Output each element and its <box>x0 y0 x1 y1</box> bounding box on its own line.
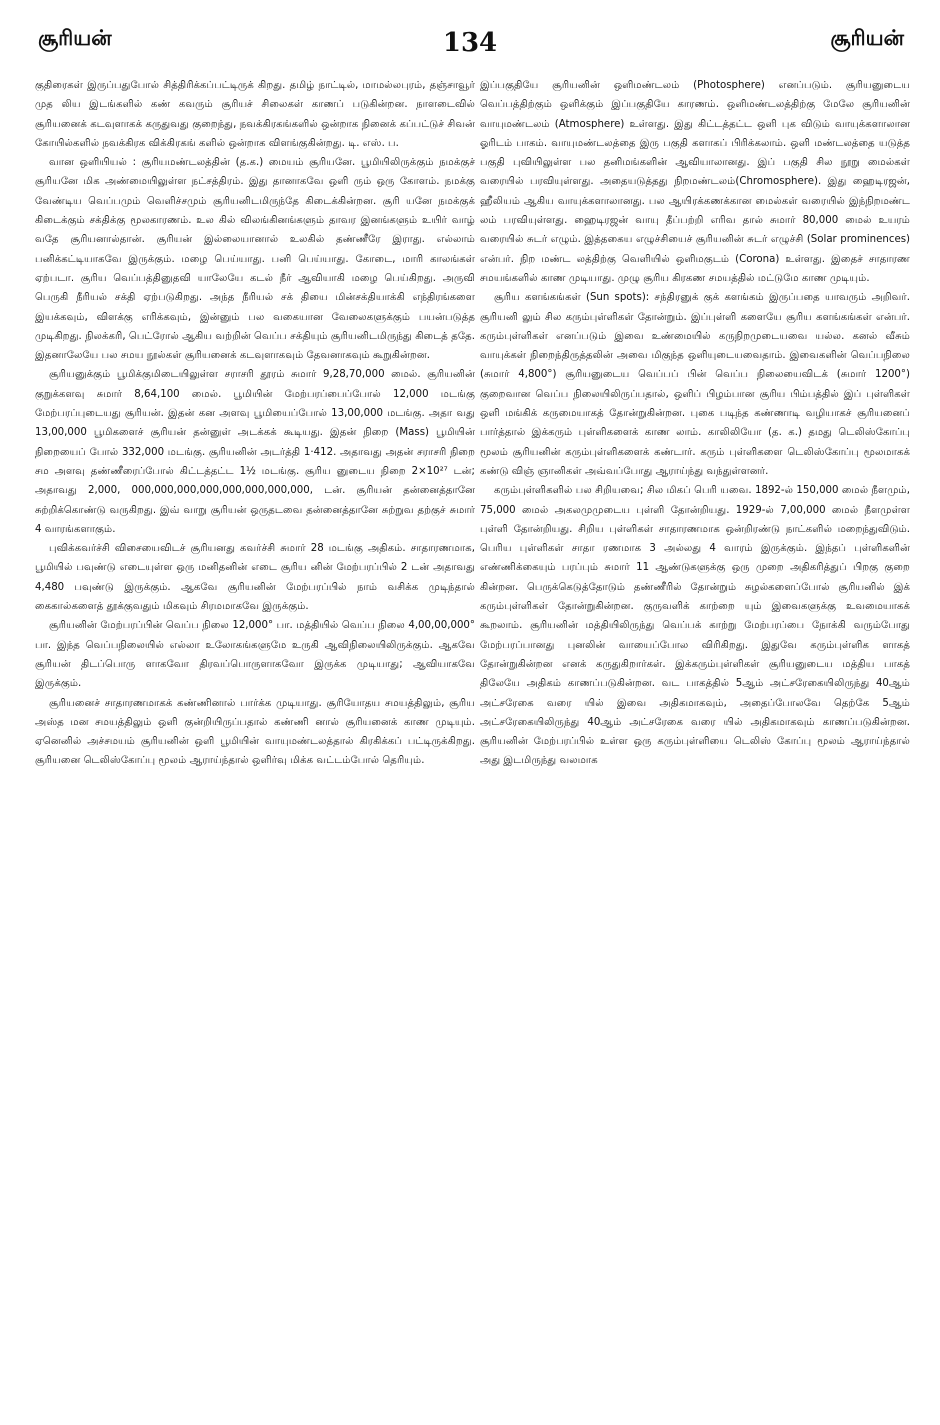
paragraph: இப்பகுதியே சூரியனின் ஒளிமண்டலம் (Photosphere) எனப்படும். சூரியனுடைய வெப்பத்திற்கும் ஒளிக்கும் இப்பகுதியே காரணம். ஒளிமண்டலத்திற்கு மேலே சூரியனின் வாயுமண்டலம் (Atmosphere) உள்ளது. இது கிட்டத்தட்ட ஒளி புக விடும் வாயுக்களாலான ஓரிடம் பாகம். வாயுமண்டலத்தை இரு பகுதி களாகப் பிரிக்கலாம். ஒளி மண்டலத்தை யடுத்த பகுதி புவியிலுள்ள பல தனிமங்களின் ஆவியாலானது. இப் பகுதி சில நூறு மைல்கள் வரையில் பரவியுள்ளது. அதையடுத்தது நிறமண்டலம்(Chromosphere). இது ஹைடிரஜன், ஹீலியம் ஆகிய வாயுக்களாலானது. பல ஆயிரக்கணக்கான மைல்கள் வரையில் இந்நிறமண்ட லம் பரவியுள்ளது. ஹைடிரஜன் வாயு தீப்பற்றி எரிவ தால் சுமார் 80,000 மைல் உயரம் வரையில் சுடர் எழும். இத்தகைய எழுச்சியைச் சூரியனின் சுடர் எழுச்சி (Solar prominences) என்பர். நிற மண்ட லத்திற்கு வெளியில் ஒளிமகுடம் (Corona) உள்ளது. இதைச் சாதாரண சமயங்களில் காண முடியாது. முழு சூரிய கிரகண சமயத்தில் மட்டுமே காண முடியும். <box>480 80 910 284</box>
page-number: 134 <box>442 28 498 58</box>
paragraph: சூரியனுக்கும் பூமிக்குமிடையிலுள்ள சராசரி தூரம் சுமார் 9,28,70,000 மைல். சூரியனின் குறுக்களவு சுமார் 8,64,100 மைல். பூமியின் மேற்பரப்பைப்போல் 12,000 மடங்கு மேற்பரப்புடையது சூரியன். இதன் கன அளவு பூமியைப்போல் 13,00,000 மடங்கு. அதா வது 13,00,000 பூமிகளைச் சூரியன் தன்னுள் அடக்கக் கூடியது. இதன் நிறை (Mass) பூமியின் நிறையைப் போல் 332,000 மடங்கு. சூரியனின் அடர்த்தி 1·412. அதாவது அதன் சராசரி நிறை சம அளவு தண்ணீரைப்போல் கிட்டத்தட்ட 1½ மடங்கு. சூரிய னுடைய நிறை 2×10²⁷ டன்; அதாவது 2,000, 000,000,000,000,000,000,000,000, டன். சூரியன் தன்னைத்தானே சுற்றிக்கொண்டு வருகிறது. இவ் வாறு சூரியன் ஒருதடவை தன்னைத்தானே சுற்றுவ தற்குச் சுமார் 4 வாரங்களாகும். <box>35 369 475 535</box>
paragraph: வான ஒளியியல் : சூரியமண்டலத்தின் (த.க.) மையம் சூரியனே. பூமியிலிருக்கும் நமக்குச் சூரியனே மிக அண்மையிலுள்ள நட்சத்திரம். இது தானாகவே ஒளி ரும் ஒரு கோளம். நமக்கு வேண்டிய வெப்பமும் வெளிச்சமும் சூரியனிடமிருந்தே கிடைக்கின்றன. சூரி யனே நமக்குக் கிடைக்கும் சக்திக்கு மூலகாரணம். உல கில் விலங்கினங்களும் தாவர இனங்களும் உயிர் வாழ் வதே சூரியனால்தான். சூரியன் இல்லையானால் உலகில் தண்ணீரே இராது. எல்லாம் பனிக்கட்டியாகவே இருக்கும். மழை பெய்யாது. பனி பெய்யாது. கோடை, மாரி காலங்கள் ஏற்படா. சூரிய வெப்பத்தினுதவி யாலேயே கடல் நீர் ஆவியாகி மழை பெய்கிறது. அருவி பெருகி நீரியல் சக்தி ஏற்படுகிறது. அந்த நீரியல் சக் தியை மின்சக்தியாக்கி எந்திரங்களை இயக்கவும், விளக்கு எரிக்கவும், இன்னும் பல வகையான வேலைகளுக்கும் பயன்படுத்த முடிகிறது. நிலக்கரி, பெட்ரோல் ஆகிய வற்றின் வெப்ப சக்தியும் சூரியனிடமிருந்து கிடைத் ததே. இதனாலேயே பல சமய நூல்கள் சூரியனைக் கடவுளாகவும் தேவனாகவும் கூறுகின்றன. <box>35 157 475 362</box>
left-column <box>35 76 475 771</box>
running-head-left: சூரியன் <box>38 26 112 50</box>
paragraph: சூரியனின் மேற்பரப்பின் வெப்ப நிலை 12,000° பா. மத்தியில் வெப்ப நிலை 4,00,00,000° பா. இந்த வெப்பநிலையில் எல்லா உலோகங்களுமே உருகி ஆவிநிலையிலிருக்கும். ஆகவே சூரியன் திடப்பொரு ளாகவோ திரவப்பொருளாகவோ இருக்க முடியாது; ஆவியாகவே இருக்கும். <box>35 620 475 690</box>
paragraph: சூரிய களங்கங்கள் (Sun spots): சந்திரனுக் குக் களங்கம் இருப்பதை யாவரும் அறிவர். சூரியனி லும் சில கரும்புள்ளிகள் தோன்றும். இப்புள்ளி களையே சூரிய களங்கங்கள் என்பர். கரும்புள்ளிகள் எனப்படும் இவை உண்மையில் கருநிறமுடையவை யல்ல. கனல் வீசும் வாயுக்கள் நிறைந்திருத்தலின் அவை மிகுந்த ஒளியுடையவைதாம். இவைகளின் வெப்பநிலை (சுமார் 4,800°) சூரியனுடைய வெப்பப் பின் வெப்ப நிலையைவிடக் (சுமார் 1200°) குறைவான வெப்ப நிலையிலிருப்பதால், ஒளிப் பிழம்பான சூரிய பிம்பத்தில் இப் புள்ளிகள் ஒளி மங்கிக் கருமையாகத் தோன்றுகின்றன. புகை படிந்த கண்ணாடி வழியாகச் சூரியனைப் பார்த்தால் இக்கரும் புள்ளிகளைக் காண லாம். காலிலியோ (த. க.) தமது டெலிஸ்கோப்பு மூலம் சூரியனின் கரும்புள்ளிகளைக் கண்டார். கரும் புள்ளிகளை டெலிஸ்கோப்பு மூலமாகக் கண்டு விஞ் ஞானிகள் அவ்வப்போது ஆராய்ந்து வந்துள்ளனர். <box>480 292 910 477</box>
running-head-right: சூரியன் <box>830 26 904 50</box>
paragraph: கரும்புள்ளிகளில் பல சிறியவை; சில மிகப் பெரி யவை. 1892-ல் 150,000 மைல் நீளமும், 75,000 மைல் அகலமுமுடைய புள்ளி தோன்றியது. 1929-ல் 7,00,000 மைல் நீளமுள்ள புள்ளி தோன்றியது. சிறிய புள்ளிகள் சாதாரணமாக ஒன்றிரண்டு நாட்களில் மறைந்துவிடும். பெரிய புள்ளிகள் சாதா ரணமாக 3 அல்லது 4 வாரம் இருக்கும். இந்தப் புள்ளிகளின் எண்ணிக்கையும் பரப்பும் சுமார் 11 ஆண்டுகளுக்கு ஒரு முறை அதிகரித்துப் பிறகு குறை கின்றன. பெருக்கெடுத்தோடும் தண்ணீரில் தோன்றும் சுழல்களைப்போல் சூரியனில் இக் கரும்புள்ளிகள் தோன்றுகின்றன. குருவளிக் காற்றை யும் இவைகளுக்கு உவமையாகக் கூறலாம். சூரியனின் மத்தியிலிருந்து வெப்பக் காற்று மேற்பரப்பை நோக்கி வரும்போது மேற்பரப்பானது புனலின் வாயைப்போல விரிகிறது. இதுவே கரும்புள்ளிக ளாகத் தோன்றுகின்றன எனக் கருதுகிறார்கள். இக்கரும்புள்ளிகள் சூரியனுடைய மத்திய பாகத் திலேயே அதிகம் காணப்படுகின்றன. வட பாகத்தில் 5ஆம் அட்சரேகையிலிருந்து 40ஆம் அட்சரேகை வரை யில் இவை அதிகமாகவும், அதைப்போலவே தெற்கே 5ஆம் அட்சரேகையிலிருந்து 40ஆம் அட்சரேகை வரை யில் அதிகமாகவும் காணப்படுகின்றன. சூரியனின் மேற்பரப்பில் உள்ள ஒரு கரும்புள்ளியை டெலிஸ் கோப்பு மூலம் ஆராய்ந்தால் அது இடமிருந்து வலமாக <box>480 485 910 767</box>
page-header <box>0 0 940 70</box>
paragraph: சூரியனைச் சாதாரணமாகக் கண்ணினால் பார்க்க முடியாது. சூரியோதய சமயத்திலும், சூரிய அஸ்த மன சமயத்திலும் ஒளி குன்றியிருப்பதால் கண்ணி னால் சூரியனைக் காண முடியும். ஏனெனில் அச்சமயம் சூரியனின் ஒளி பூமியின் வாயுமண்டலத்தால் கிரகிக்கப் பட்டிருக்கிறது. சூரியனை டெலிஸ்கோப்பு மூலம் ஆராய்ந்தால் ஒளிர்வு மிக்க வட்டம்போல் தெரியும். <box>35 697 475 767</box>
paragraph: குதிரைகள் இருப்பதுபோல் சித்திரிக்கப்பட்டிருக் கிறது. தமிழ் நாட்டில், மாமல்லபுரம், தஞ்சாவூர் முத லிய இடங்களில் கண் கவரும் சூரியச் சிலைகள் காணப் படுகின்றன. நாளடைவில் சூரியனைக் கடவுளாகக் கருதுவது குறைந்து, நவக்கிரகங்களில் ஒன்றாக நினைக் கப்பட்டுச் சிவன் கோயில்களில் நவக்கிரக விக்கிரகங் களில் ஒன்றாக விளங்குகின்றது. டி. எஸ். ப. <box>35 80 475 149</box>
paragraph: புவிக்கவர்ச்சி விசையைவிடச் சூரியனது கவர்ச்சி சுமார் 28 மடங்கு அதிகம். சாதாரணமாக, பூமியில் பவுண்டு எடையுள்ள ஒரு மனிதனின் எடை சூரிய னின் மேற்பரப்பில் 2 டன் அதாவது 4,480 பவுண்டு இருக்கும். ஆகவே சூரியனின் மேற்பரப்பில் நாம் வசிக்க முடிந்தால் கைகால்களைத் தூக்குவதும் மிகவும் சிரமமாகவே இருக்கும். <box>35 543 475 613</box>
right-column <box>480 76 910 771</box>
